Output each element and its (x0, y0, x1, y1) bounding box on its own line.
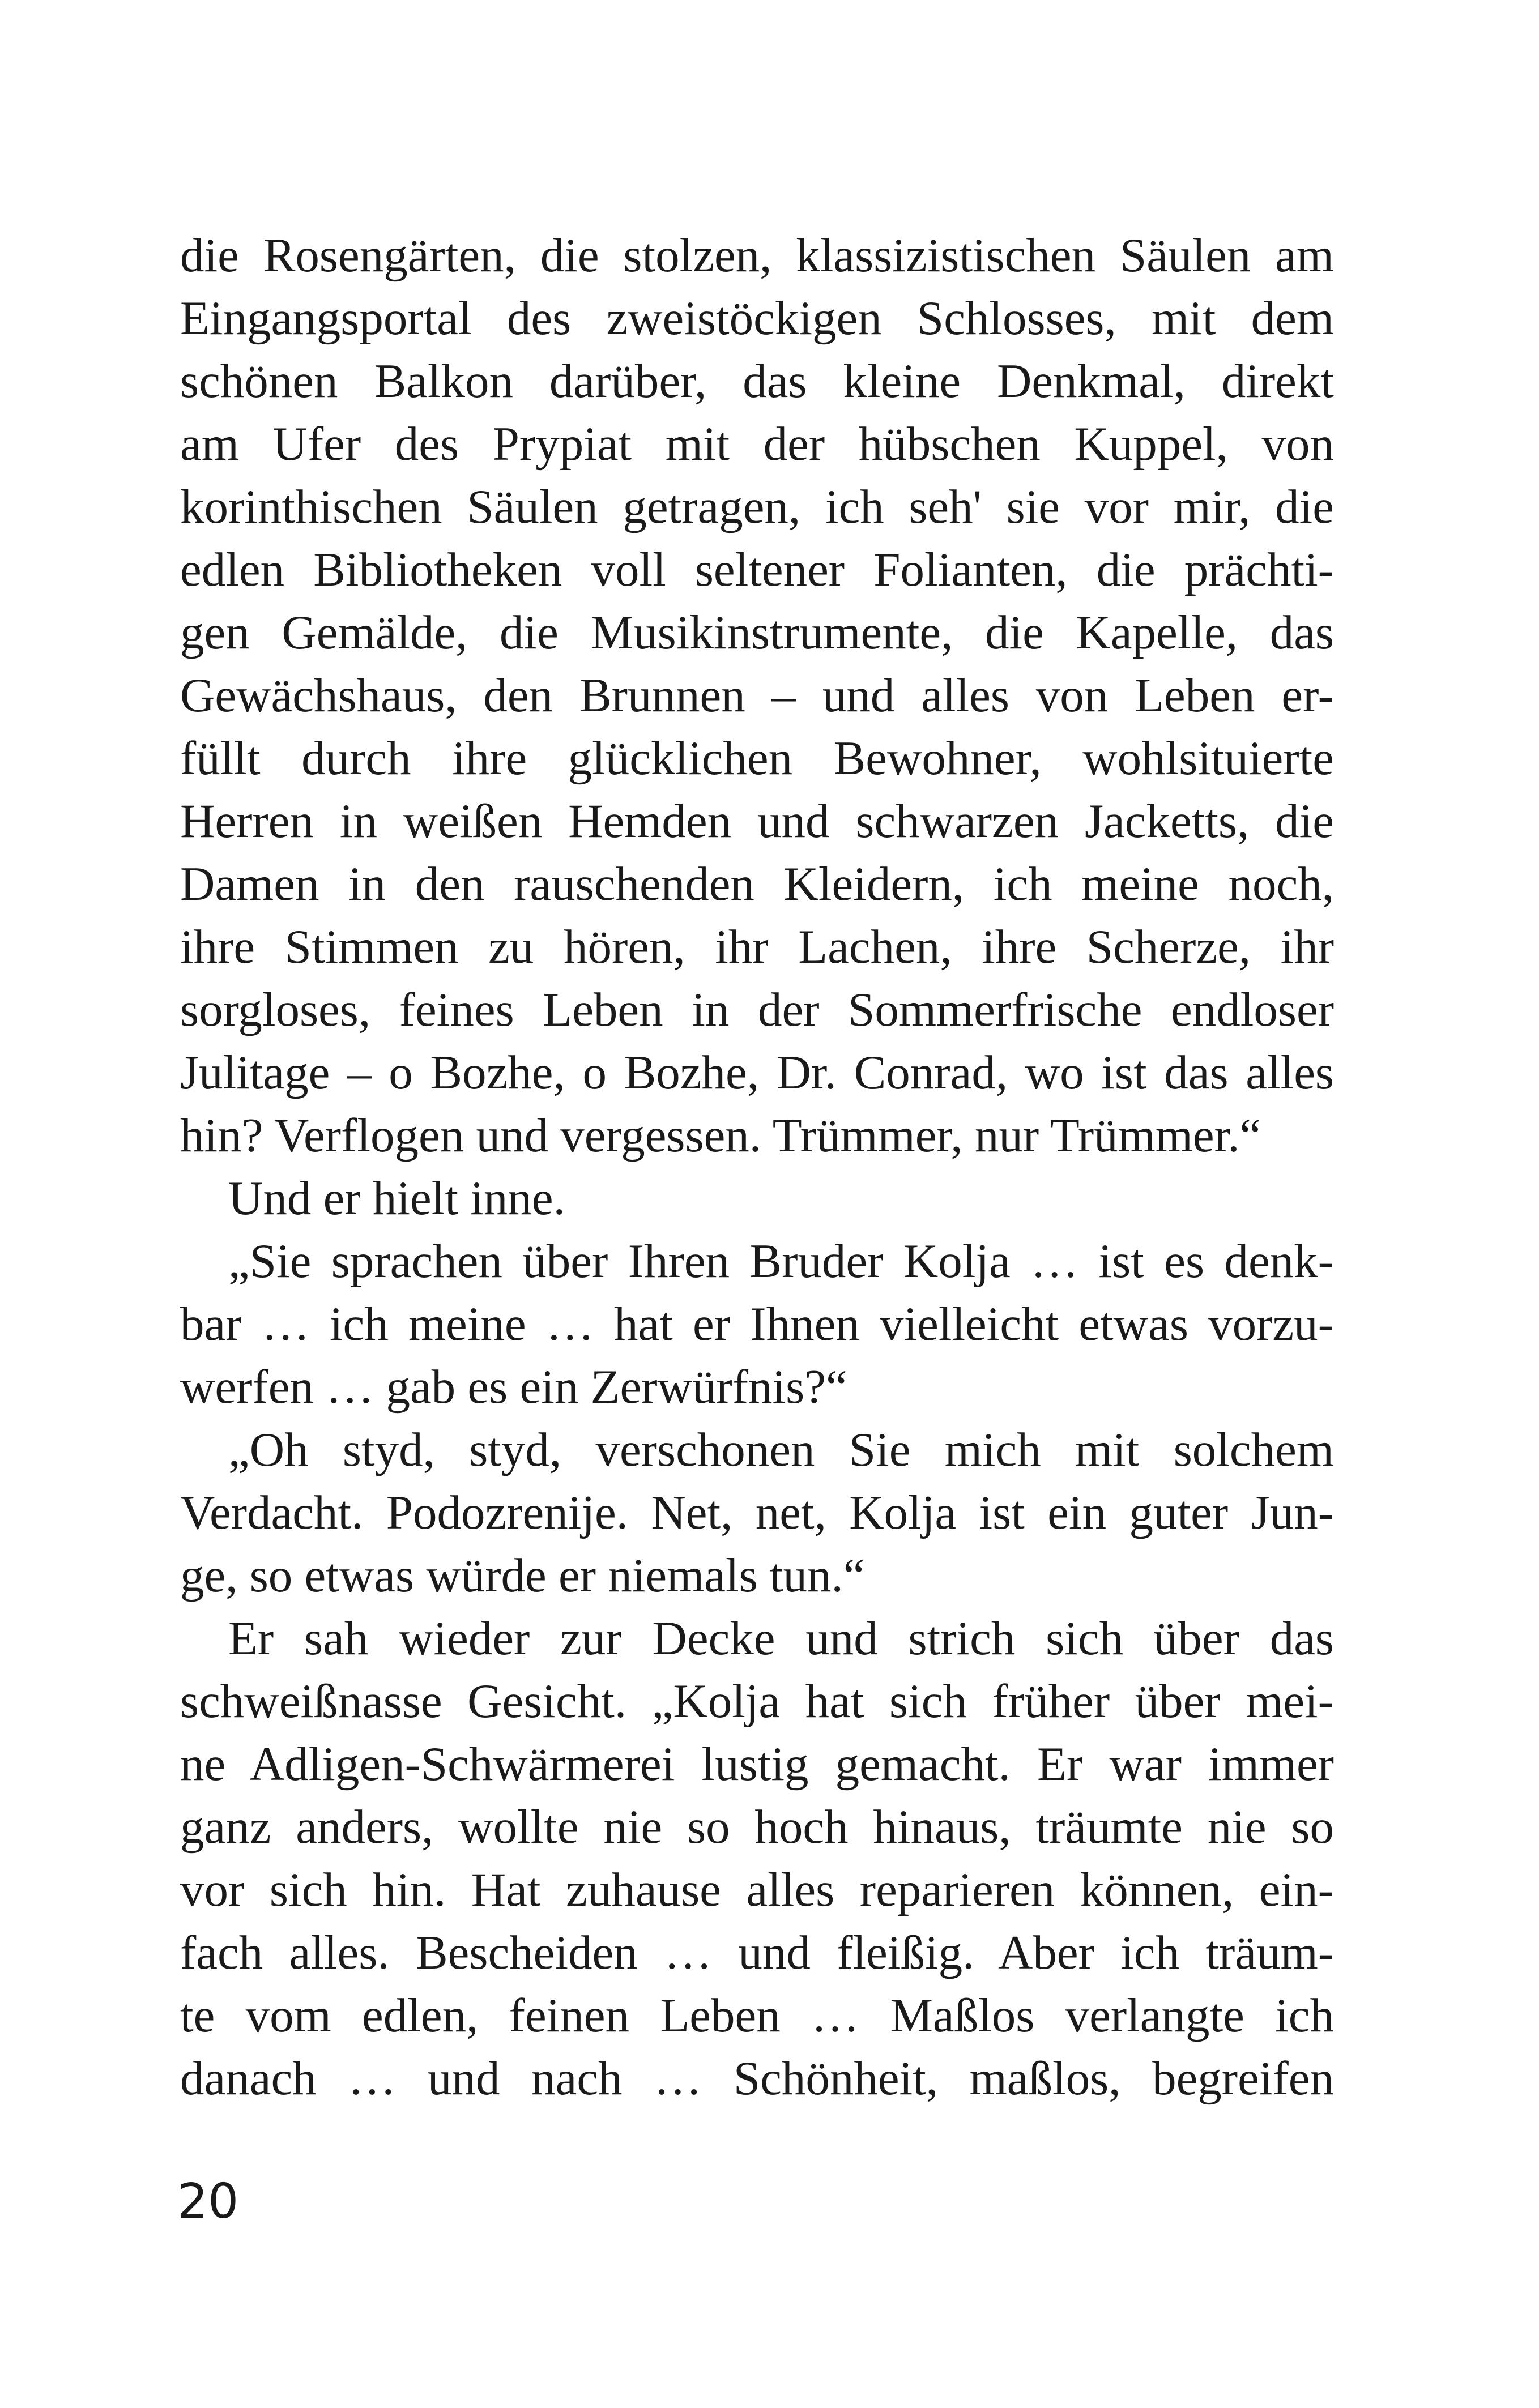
text-line: Gewächshaus, den Brunnen – und alles von Leben er- (180, 669, 1334, 722)
text-line: Julitage – o Bozhe, o Bozhe, Dr. Conrad, wo ist das alles (180, 1046, 1334, 1099)
text-line: te vom edlen, feinen Leben … Maßlos verlangte ich (180, 1989, 1334, 2042)
text-line: vor sich hin. Hat zuhause alles reparieren können, ein- (180, 1863, 1334, 1916)
text-line: danach … und nach … Schönheit, maßlos, begreifen (180, 2052, 1334, 2105)
text-line: schweißnasse Gesicht. „Kolja hat sich früher über mei- (180, 1675, 1334, 1728)
text-line: hin? Verflogen und vergessen. Trümmer, nur Trümmer.“ (180, 1109, 1261, 1162)
text-line: am Ufer des Prypiat mit der hübschen Kuppel, von (180, 417, 1334, 471)
text-line: ne Adligen-Schwärmerei lustig gemacht. Er war immer (180, 1737, 1334, 1791)
text-line: die Rosengärten, die stolzen, klassizistischen Säulen am (180, 229, 1334, 282)
text-line: „Sie sprachen über Ihren Bruder Kolja … ist es denk- (228, 1235, 1334, 1288)
text-line: Verdacht. Podozrenije. Net, net, Kolja ist ein guter Jun- (180, 1486, 1334, 1539)
text-line: werfen … gab es ein Zerwürfnis?“ (180, 1360, 847, 1414)
text-line: gen Gemälde, die Musikinstrumente, die Kapelle, das (180, 606, 1334, 659)
text-line: bar … ich meine … hat er Ihnen vielleicht etwas vorzu- (180, 1297, 1334, 1351)
text-line: fach alles. Bescheiden … und fleißig. Aber ich träum- (180, 1926, 1334, 1979)
text-line: ihre Stimmen zu hören, ihr Lachen, ihre Scherze, ihr (180, 920, 1334, 974)
text-line: schönen Balkon darüber, das kleine Denkmal, direkt (180, 355, 1334, 408)
page-number: 20 (177, 2174, 239, 2230)
text-line: Er sah wieder zur Decke und strich sich über das (228, 1612, 1334, 1665)
text-line: Und er hielt inne. (228, 1172, 565, 1225)
text-line: Damen in den rauschenden Kleidern, ich meine noch, (180, 857, 1334, 911)
text-line: sorgloses, feines Leben in der Sommerfrische endloser (180, 983, 1334, 1036)
text-line: „Oh styd, styd, verschonen Sie mich mit solchem (228, 1423, 1334, 1476)
text-line: Herren in weißen Hemden und schwarzen Jacketts, die (180, 795, 1334, 848)
text-line: korinthischen Säulen getragen, ich seh' sie vor mir, die (180, 480, 1334, 533)
text-line: ge, so etwas würde er niemals tun.“ (180, 1549, 865, 1602)
text-line: Eingangsportal des zweistöckigen Schlosses, mit dem (180, 292, 1334, 345)
text-line: ganz anders, wollte nie so hoch hinaus, träumte nie so (180, 1800, 1334, 1854)
text-line: füllt durch ihre glücklichen Bewohner, wohlsituierte (180, 732, 1334, 785)
body-text (180, 224, 1334, 2110)
text-line: edlen Bibliotheken voll seltener Folianten, die prächti- (180, 543, 1334, 596)
